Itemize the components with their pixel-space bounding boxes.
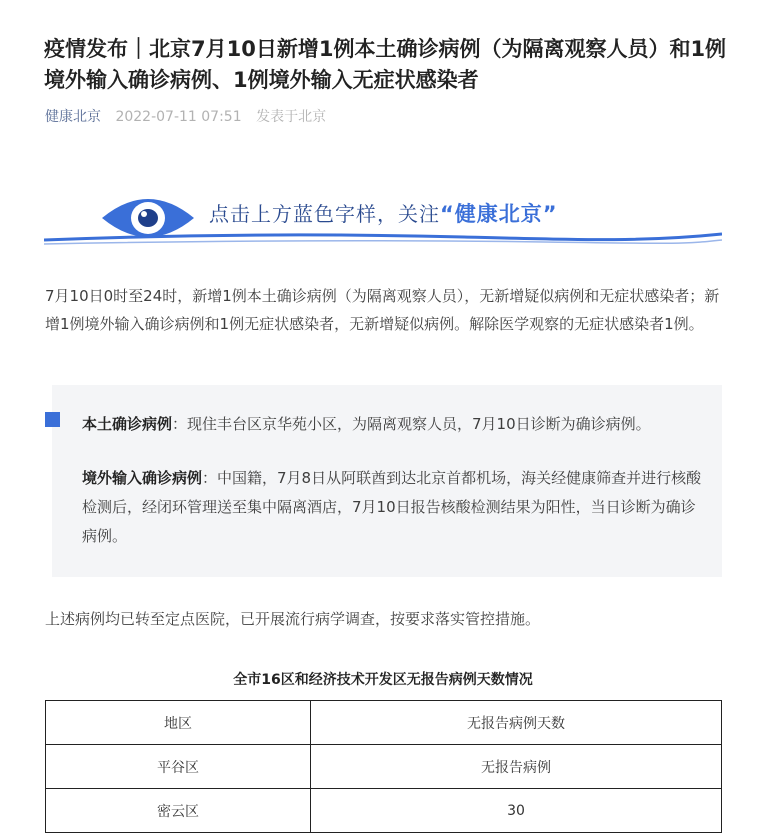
article-title: 疫情发布｜北京7月10日新增1例本土确诊病例（为隔离观察人员）和1例境外输入确诊病例、1例境外输入无症状感染者 xyxy=(44,37,727,92)
table-cell: 无报告病例 xyxy=(311,745,722,789)
header-cell: 无报告病例天数 xyxy=(311,701,722,745)
case-text: ：中国籍，7月8日从阿联酋到达北京首都机场，海关经健康筛查并进行核酸检测后，经闭环管理送至集中隔离酒店，7月10日报告核酸检测结果为阳性，当日诊断为确诊病例。 xyxy=(82,469,702,545)
table-header-row xyxy=(46,701,722,745)
eye-icon xyxy=(102,199,194,237)
case-label: 本土确诊病例 xyxy=(82,415,173,433)
closing-paragraph: 上述病例均已转至定点医院，已开展流行病学调查，按要求落实管控措施。 xyxy=(45,610,541,628)
banner-prompt: 点击上方蓝色字样，关注 xyxy=(209,202,440,226)
table-cell: 平谷区 xyxy=(46,745,311,789)
case-label: 境外输入确诊病例 xyxy=(82,469,203,487)
imported-case-item xyxy=(82,464,702,551)
table-row xyxy=(46,789,722,833)
case-text: ：现住丰台区京华苑小区，为隔离观察人员，7月10日诊断为确诊病例。 xyxy=(172,415,651,433)
banner-text xyxy=(209,198,558,228)
quote-marker-icon xyxy=(45,412,60,427)
publish-location: 发表于北京 xyxy=(256,109,327,125)
account-name-link[interactable]: 健康北京 xyxy=(45,109,101,125)
header-cell: 地区 xyxy=(46,701,311,745)
table-cell: 密云区 xyxy=(46,789,311,833)
district-stats-table xyxy=(45,700,722,833)
article-meta xyxy=(45,106,326,126)
table-cell: 30 xyxy=(311,789,722,833)
banner-brand[interactable]: “健康北京” xyxy=(440,202,558,226)
intro-paragraph: 7月10日0时至24时，新增1例本土确诊病例（为隔离观察人员），无新增疑似病例和无症状感染者；新增1例境外输入确诊病例和1例无症状感染者，无新增疑似病例。解除医学观察的无症状感染者1例。 xyxy=(45,287,720,333)
local-case-item xyxy=(82,410,702,439)
publish-time: 2022-07-11 07:51 xyxy=(115,109,242,125)
follow-banner xyxy=(44,180,722,252)
table-row xyxy=(46,745,722,789)
table-title: 全市16区和经济技术开发区无报告病例天数情况 xyxy=(233,672,533,688)
